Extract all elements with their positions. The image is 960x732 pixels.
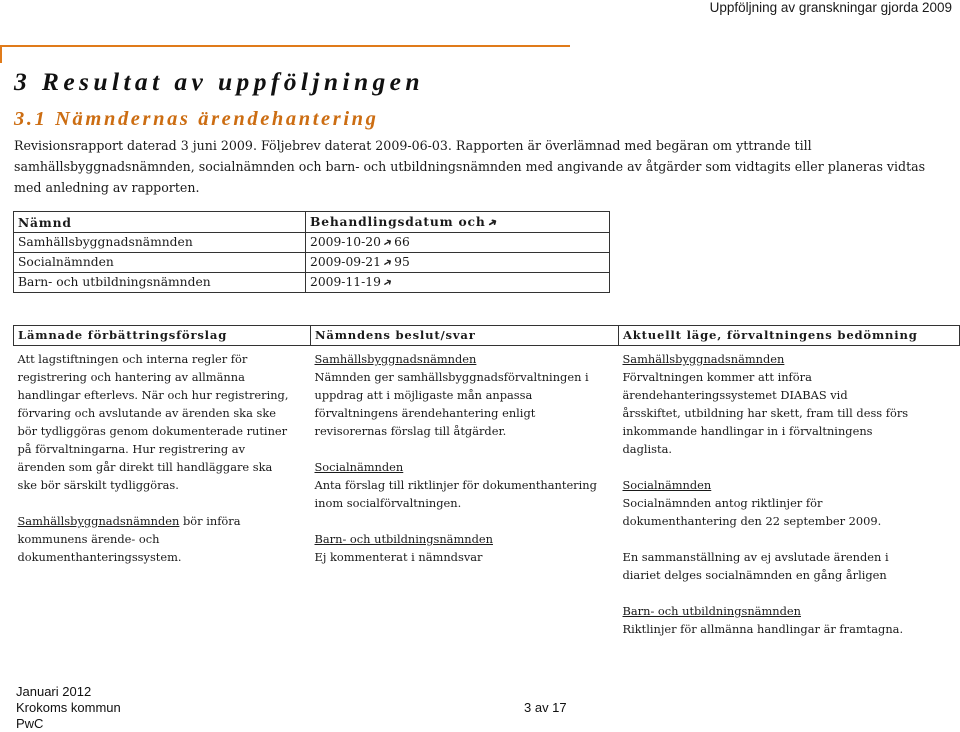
committee-dates-table — [13, 211, 610, 293]
lage-line: dokumenthantering den 22 september 2009. — [622, 514, 882, 528]
beslut-line: Nämnden ger samhällsbyggnadsförvaltningen i — [314, 370, 589, 384]
forslag-line: förvaring och avslutande av ärenden ska ske — [17, 406, 276, 420]
lage-line: ärendehanteringssystemet DIABAS vid — [622, 388, 848, 402]
column-header-namnd: Nämnd — [14, 212, 306, 233]
forslag-line: handlingar efterlevs. När och hur registrering, — [17, 388, 289, 402]
date-cell — [306, 253, 610, 273]
link-arrow-icon: ➜ — [380, 234, 395, 251]
committee-name: Samhällsbyggnadsnämnden — [17, 514, 180, 528]
table-row — [14, 346, 960, 643]
forslag-line: registrering och hantering av allmänna — [17, 370, 245, 384]
paragraph-number: 95 — [394, 255, 410, 269]
beslut-line: inom socialförvaltningen. — [314, 496, 462, 510]
lage-line: inkommande handlingar in i förvaltningens — [622, 424, 873, 438]
date-value: 2009-11-19 — [310, 275, 381, 289]
header-text: Behandlingsdatum och — [310, 214, 486, 229]
forslag-line: dokumenthanteringssystem. — [17, 550, 182, 564]
forslag-line: ske bör särskilt tydliggöras. — [17, 478, 179, 492]
beslut-line: Ej kommenterat i nämndsvar — [314, 550, 483, 564]
column-header-beslut: Nämndens beslut/svar — [311, 326, 619, 346]
committee-heading: Samhällsbyggnadsnämnden — [314, 352, 477, 366]
forslag-text: bör införa — [179, 514, 241, 528]
committee-heading: Socialnämnden — [622, 478, 712, 492]
followup-table — [13, 325, 960, 642]
column-header-forslag: Lämnade förbättringsförslag — [14, 326, 311, 346]
lage-cell — [619, 346, 960, 643]
lage-line: En sammanställning av ej avslutade ärenden i — [622, 550, 889, 564]
beslut-line: förvaltningens ärendehantering enligt — [314, 406, 536, 420]
lage-line: Socialnämnden antog riktlinjer för — [622, 496, 823, 510]
forslag-line: kommunens ärende- och — [17, 532, 160, 546]
footer-organization: Krokoms kommun — [16, 700, 121, 715]
footer-company: PwC — [16, 716, 44, 731]
beslut-line: Anta förslag till riktlinjer för dokumenthantering — [314, 478, 597, 492]
link-arrow-icon: ➜ — [380, 254, 395, 271]
link-arrow-icon: ➜ — [380, 274, 395, 291]
intro-line: Revisionsrapport daterad 3 juni 2009. Följebrev daterat 2009-06-03. Rapporten är överlämnad med begäran om yttrande till — [14, 138, 812, 153]
committee-heading: Samhällsbyggnadsnämnden — [622, 352, 785, 366]
beslut-cell — [311, 346, 619, 643]
namnd-cell: Socialnämnden — [14, 253, 306, 273]
forslag-line: ärenden som går direkt till handläggare ska — [17, 460, 273, 474]
footer — [16, 684, 121, 732]
accent-rule-vertical — [0, 45, 2, 63]
table-header-row — [14, 212, 610, 233]
date-value: 2009-09-21 — [310, 255, 381, 269]
intro-paragraph — [14, 135, 959, 198]
intro-line: med anledning av rapporten. — [14, 180, 200, 195]
column-header-lage: Aktuellt läge, förvaltningens bedömning — [619, 326, 960, 346]
running-header: Uppföljning av granskningar gjorda 2009 — [709, 0, 952, 15]
date-cell — [306, 233, 610, 253]
forslag-line: Att lagstiftningen och interna regler för — [17, 352, 248, 366]
committee-heading: Barn- och utbildningsnämnden — [314, 532, 493, 546]
footer-date: Januari 2012 — [16, 684, 92, 699]
table-row — [14, 233, 610, 253]
forslag-line: på förvaltningarna. Hur registrering av — [17, 442, 246, 456]
lage-line: årsskiftet, utbildning har skett, fram till dess förs — [622, 406, 909, 420]
section-subtitle: 3.1 Nämndernas ärendehantering — [14, 108, 379, 130]
namnd-cell: Barn- och utbildningsnämnden — [14, 273, 306, 293]
intro-line: samhällsbyggnadsnämnden, socialnämnden och barn- och utbildningsnämnden med angivande av åtgärder som vidtagits eller planeras vidtas — [14, 159, 926, 174]
paragraph-number: 66 — [394, 235, 410, 249]
date-value: 2009-10-20 — [310, 235, 381, 249]
lage-line: Riktlinjer för allmänna handlingar är framtagna. — [622, 622, 904, 636]
lage-line: diariet delges socialnämnden en gång årligen — [622, 568, 887, 582]
forslag-line — [18, 512, 307, 530]
lage-line: Förvaltningen kommer att införa — [622, 370, 812, 384]
committee-heading: Socialnämnden — [314, 460, 404, 474]
column-header-behandlingsdatum — [306, 212, 610, 233]
date-cell — [306, 273, 610, 293]
beslut-line: uppdrag att i möjligaste mån anpassa — [314, 388, 533, 402]
namnd-cell: Samhällsbyggnadsnämnden — [14, 233, 306, 253]
link-arrow-icon: ➜ — [485, 214, 501, 231]
table-row — [14, 253, 610, 273]
forslag-cell — [14, 346, 311, 643]
forslag-line: bör tydliggöras genom dokumenterade rutiner — [17, 424, 288, 438]
table-row — [14, 273, 610, 293]
page-number: 3 av 17 — [524, 700, 567, 715]
accent-rule-horizontal — [0, 45, 570, 47]
table-header-row — [14, 326, 960, 346]
section-title: 3 Resultat av uppföljningen — [14, 67, 424, 96]
beslut-line: revisorernas förslag till åtgärder. — [314, 424, 507, 438]
committee-heading: Barn- och utbildningsnämnden — [622, 604, 801, 618]
lage-line: daglista. — [622, 442, 672, 456]
